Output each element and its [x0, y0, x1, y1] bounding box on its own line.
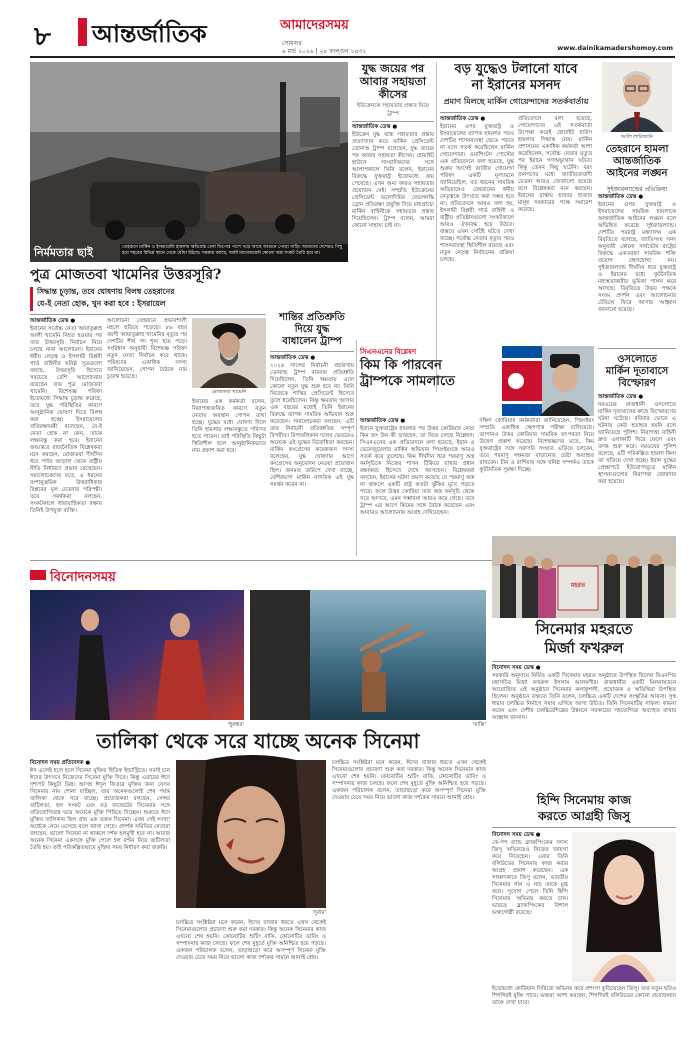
photo-label: নির্মমতার ছাই	[34, 246, 93, 259]
headline: পুত্র মোজতবা খামেনির উত্তরসূরি?	[30, 267, 222, 283]
body: ২০২৪ সালের নির্বাচনী প্রচারণায় ডোনাল্ড ট্রাম্প বারবার প্রতিশ্রুতি দিয়েছিলেন, তিনি ক্ষমতায় এলে কোনো নতুন যুদ্ধ শুরু হবে না। তিনি নিজেকে শান্তির প্রেসিডেন্ট হিসেবে তুলে ধরেছিলেন। কিন্তু ক্ষমতায় আসার এক বছরের মধ্যেই তিনি ইরানের বিরুদ্ধে ব্যাপক সামরিক অভিযান শুরু করেছেন। সমালোচকরা বলছেন, এটি তার নির্বাচনী প্রতিশ্রুতির সম্পূর্ণ বিপরীত। রিপাবলিকান দলের ভেতরেও অনেকে এই যুদ্ধের বিরোধিতা করছেন। মার্কিন কংগ্রেসের কয়েকজন সদস্য বলেছেন, যুদ্ধ ঘোষণার আগে কংগ্রেসের অনুমোদন নেওয়া প্রয়োজন ছিল। জনমত জরিপে দেখা যাচ্ছে, বেশিরভাগ মার্কিন নাগরিক এই যুদ্ধ সমর্থন করেন না।	[270, 363, 354, 488]
body: ইরানের ওপর যুক্তরাষ্ট্র ও ইসরায়েলের ব্যাপক হামলার পরও দেশটির শাসনব্যবস্থা ভেঙে পড়বে না বলে সতর্ক করেছিলেন মার্কিন গোয়েন্দারা। ওয়াশিংটন পোস্টের এক প্রতিবেদনে বলা হয়েছে, যুদ্ধ শুরুর আগেই জাতীয় গোয়েন্দা পরিষদ একটি মূল্যায়নে জানিয়েছিল, বড় ধরনের সামরিক অভিযানেও তেহরানের ধর্মীয় নেতৃত্বকে উৎখাত করা সম্ভব হবে না। প্রতিবেদনে আরও বলা হয়, ইসলামী বিপ্লবী গার্ড বাহিনী ও রাষ্ট্রীয় প্রতিষ্ঠানগুলো সংকটকালে আরও ঐক্যবদ্ধ হয়ে উঠবে। বাস্তবে এখন সেটিই ঘটতে দেখা যাচ্ছে। সর্বোচ্চ নেতার মৃত্যুর পরও শাসনব্যবস্থা স্থিতিশীল রয়েছে এবং নতুন নেতৃত্ব নির্বাচনের প্রক্রিয়া চলছে।	[440, 124, 514, 263]
byline: আন্তর্জাতিক ডেস্ক ●	[360, 418, 406, 424]
issue-day: সোমবার	[282, 40, 302, 47]
beach-film-image	[250, 590, 486, 720]
burned-cars-image	[30, 62, 348, 262]
byline: আন্তর্জাতিক ডেস্ক ●	[598, 194, 644, 200]
page-header	[30, 14, 675, 54]
issue-date: ৯ মার্চ ২০২৬ | ২৪ ফাল্গুন ১৪৩২	[282, 48, 367, 55]
body: ইরানে যুক্তরাষ্ট্রের হামলার পর উত্তর কোরিয়ার নেতা কিম জং উন কী ভাবছেন, তা নিয়ে চলছে বিশ্লেষণ। সিএনএনের এক প্রতিবেদনে বলা হয়েছে, ইরান ও ভেনেজুয়েলায় মার্কিন অভিযান পিয়ংইয়ংকে আরও সতর্ক করে তুলেছে। কিম দীর্ঘদিন ধরে পরমাণু অস্ত্র কর্মসূচিকে নিজের শাসন টিকিয়ে রাখার প্রধান রক্ষাকবচ হিসেবে দেখে আসছেন। বিশ্লেষকরা বলছেন, ইরানের ঘটনা প্রমাণ করেছে যে পরমাণু অস্ত্র না থাকলে একটি রাষ্ট্র কতটা ঝুঁকির মুখে পড়তে পারে। ফলে উত্তর কোরিয়া তার অস্ত্র কর্মসূচি থেকে সরে আসবে, এমন সম্ভাবনা আরও কমে গেছে। তবে ট্রাম্প এর আগে কিমের সঙ্গে বৈঠক করেছেন এবং আবারও আলোচনায় আগ্রহ দেখিয়েছেন।	[360, 426, 475, 516]
headline: শান্তির প্রতিশ্রুতি দিয়ে যুদ্ধ বাধালেন ট্রাম্প	[279, 312, 345, 347]
article-mojtaba	[30, 266, 266, 556]
body: ইরানের ওপর যুক্তরাষ্ট্র ও ইসরায়েলের সামরিক হামলাকে আন্তর্জাতিক আইনের লঙ্ঘন বলে অভিহিত করেছে সুইজারল্যান্ড। দেশটির পররাষ্ট্র মন্ত্রণালয় এক বিবৃতিতে বলেছে, জাতিসংঘ সনদ অনুযায়ী কোনো সার্বভৌম রাষ্ট্রের বিরুদ্ধে একতরফা সামরিক শক্তি প্রয়োগ গ্রহণযোগ্য নয়। সুইজারল্যান্ড দীর্ঘদিন ধরে যুক্তরাষ্ট্র ও ইরানের মধ্যে কূটনৈতিক মধ্যস্থতাকারীর ভূমিকা পালন করে আসছে। বিবৃতিতে উভয় পক্ষকে সংযম প্রদর্শন এবং আলোচনার টেবিলে ফিরে আসার আহ্বান জানানো হয়েছে।	[598, 202, 676, 313]
kim-photo	[502, 346, 594, 416]
person-image	[192, 318, 266, 388]
byline: আন্তর্জাতিক ডেস্ক ●	[440, 116, 486, 122]
page-number: ৮	[34, 22, 51, 52]
binodon-headline: তালিকা থেকে সরে যাচ্ছে অনেক সিনেমা	[96, 729, 420, 753]
photo-caption: 'ধুরন্ধর'	[227, 722, 244, 728]
mirza-photo	[492, 536, 676, 618]
byline: আন্তর্জাতিক ডেস্ক ●	[270, 355, 316, 361]
subhead: ইউক্রেনকে সহায়তার প্রস্তাব নিয়ে ট্রাম্প	[357, 103, 429, 117]
photo-caption: তেহরানে মার্কিন ও ইসরায়েলি হামলায় ক্ষতিগ্রস্ত তেল ডিপোর পাশে পড়ে আছে আগুনে পোড়া গাড়ি। আমাদের দেশেরও পিছু হয়ে শহরের বিভিন্ন স্থানে থেকে ধোঁয়া উঠছে। সরকার বলছে, আর্মি ম্যানেজমেন্ট কোনো অস্ত্র সংকট তৈরি হবে না।	[120, 244, 348, 262]
headline: যুদ্ধ জয়ের পর আবার সহায়তা কীসের	[359, 62, 427, 101]
oslo-body: নরওয়ের রাজধানী ওসলোতে মার্কিন দূতাবাসের কাছে বিস্ফোরণের ঘটনা ঘটেছে। রবিবার ভোরে এ ঘটনায় কেউ হতাহত হয়নি বলে জানিয়েছে পুলিশ। নিরাপত্তা বাহিনী দ্রুত এলাকাটি ঘিরে ফেলে এবং তদন্ত শুরু করে। নরওয়ের পুলিশ বলেছে, এটি পরিকল্পিত হামলা কিনা তা খতিয়ে দেখা হচ্ছে। ইরান যুদ্ধের প্রেক্ষাপটে ইউরোপজুড়ে মার্কিন স্থাপনাগুলোর নিরাপত্তা জোরদার করা হয়েছে।	[598, 402, 676, 485]
kicker: সিএনএনের বিশ্লেষণ	[360, 348, 417, 356]
photo-caption: মোজতবা খামেনি	[211, 389, 247, 395]
article-trump-peace	[270, 312, 354, 556]
section-bar	[78, 18, 87, 46]
larijani-photo	[602, 62, 672, 132]
body: ঈদ এলেই হলে হলে সিনেমা মুক্তির হিড়িক ইন্ডাস্ট্রিতে। সবাই চান ঈদের উৎসবে নিজেদের সিনেমা মুক্তি দিতে। কিন্তু এবারের ঈদে দৃশ্যপট কিছুটা ভিন্ন। আসন্ন ঈদুল ফিতরে মুক্তির জন্য যেসব সিনেমার নাম শোনা যাচ্ছিল, তার অনেকগুলোই শেষ পর্যন্ত তালিকা থেকে সরে যাচ্ছে। প্রযোজকরা বলছেন, সেন্সর জটিলতা, হল সংকট এবং বড় বাজেটের সিনেমার সঙ্গে প্রতিযোগিতার ভয়ে অনেকে মুক্তি পিছিয়ে দিচ্ছেন। শুরুতে ঈদে মুক্তির তালিকায় ছিল প্রায় এক ডজন সিনেমা। এখন সেই সংখ্যা অর্ধেকে নেমে এসেছে বলে জানা গেছে। প্রদর্শক সমিতির নেতারা বলছেন, ভালো সিনেমা না থাকলে দর্শক হলমুখী হবে না। আবার অনেক সিনেমা একসঙ্গে মুক্তি পেলে হল বণ্টন নিয়ে জটিলতা তৈরি হয়। তাই পরিকল্পিতভাবে মুক্তির সময় নির্ধারণ করা জরুরি।	[30, 768, 170, 851]
mojtaba-photo	[192, 318, 266, 388]
byline: বিনোদন সময় ডেস্ক ●	[492, 665, 541, 671]
binodon-photo-1	[30, 590, 244, 728]
body-2: ইতোমধ্যে কোরিয়ান সিরিজে অভিনয় করে প্রশংসা কুড়িয়েছেন জিসু। তার নতুন ছবিও শিগগিরই মুক্তি পাবে। ভক্তরা আশা করছেন, শিগগিরই বলিউডের কোনো প্রযোজনায় তাকে দেখা যাবে।	[492, 986, 676, 1006]
body: ইরানের সর্বোচ্চ নেতা আয়াতুল্লাহ আলী খামেনি নিহত হওয়ার পর তার উত্তরসূরি নির্বাচন নিয়ে চলছে নানা আলোচনা। ইরানের ধর্মীয় নেতৃত্ব ও ইসলামী বিপ্লবী গার্ড বাহিনীর ঘনিষ্ঠ সূত্রগুলো বলছে, উত্তরসূরি হিসেবে সবচেয়ে বেশি আলোচনায় রয়েছেন তার পুত্র মোজতবা খামেনি। বিশেষজ্ঞ পরিষদ ইতোমধ্যে সিদ্ধান্ত চূড়ান্ত করেছে, তবে যুদ্ধ পরিস্থিতির কারণে আনুষ্ঠানিক ঘোষণা দিতে বিলম্ব করা হচ্ছে। ইসরায়েলের প্রতিরক্ষামন্ত্রী বলেছেন, যে-ই নেতা হোক না কেন, তাকে লক্ষ্যবস্তু করা হবে। ইরানের অভ্যন্তরে রাজনৈতিক বিশ্লেষকরা মনে করছেন, মোজতবা দীর্ঘদিন ধরে পর্দার আড়াল থেকে রাষ্ট্রীয় নীতি নির্ধারণে প্রভাব রেখেছেন। সমালোচকদের মতে, এ ধরনের বংশানুক্রমিক উত্তরাধিকার বিপ্লবের মূল চেতনার পরিপন্থী। তবে সমর্থকরা বলছেন, সংকটকালে ধারাবাহিকতা রক্ষায় তিনিই উপযুক্ত ব্যক্তি।	[30, 326, 102, 514]
person-name: আলি লারিজানি	[620, 134, 654, 140]
subhead: সুইজারল্যান্ডের প্রতিক্রিয়া	[606, 186, 668, 193]
article-mirza	[492, 620, 676, 790]
headline: তেহরানে হামলা আন্তর্জাতিক আইনের লঙ্ঘন	[605, 144, 669, 179]
headline: হিন্দি সিনেমায় কাজ করতে আগ্রহী জিসু	[536, 793, 632, 823]
binodon-banner	[30, 566, 486, 588]
section-title: আন্তর্জাতিক	[92, 19, 207, 48]
website: www.dainikamadershomoy.com	[557, 44, 673, 52]
binodon-article	[30, 760, 486, 1045]
subhead: প্রমাণ মিলছে মার্কিন গোয়েন্দাদের সতর্কবার্তায়	[443, 97, 589, 106]
photo-caption: 'দুর্বার'	[312, 910, 326, 916]
binodon-title: বিনোদনসময়	[50, 570, 116, 585]
body-continued: চলচ্চিত্র সংশ্লিষ্টরা মনে করেন, ঈদের বাজার ধরতে এখন থেকেই সিনেমাগুলোর প্রচারণা শুরু করা দরকার। কিন্তু অনেক সিনেমার কাজ এখনো শেষ হয়নি। কোনোটির শুটিং বাকি, কোনোটির ডাবিং ও সম্পাদনার কাজ চলছে। ফলে শেষ মুহূর্তে মুক্তি অনিশ্চিত হয়ে পড়ছে। একজন পরিচালক বলেন, তাড়াহুড়ো করে অসম্পূর্ণ সিনেমা মুক্তি দেওয়ার চেয়ে সময় নিয়ে ভালো কাজ দর্শকের সামনে আনাই শ্রেয়।	[332, 760, 486, 801]
newspaper-logo	[280, 16, 390, 36]
byline: বিনোদন সময় ডেস্ক ●	[492, 832, 541, 838]
logo-text: আমাদেরসময়	[280, 18, 349, 33]
person-image	[572, 832, 676, 982]
binodon-photo-3	[176, 760, 326, 916]
oslo-headline: ওসলোতে মার্কিন দূতাবাসে বিস্ফোরণ	[605, 354, 669, 389]
event-image	[492, 536, 676, 618]
byline: আন্তর্জাতিক ডেস্ক ●	[352, 124, 398, 130]
article-larijani	[598, 62, 676, 552]
body-2: দক্ষিণ কোরিয়ার কর্মকর্তারা জানিয়েছেন, পিয়ংইয়ং সম্প্রতি একাধিক ক্ষেপণাস্ত্র পরীক্ষা চালিয়েছে। জাপানও উত্তর কোরিয়ার সামরিক তৎপরতা নিয়ে উদ্বেগ প্রকাশ করেছে। বিশেষজ্ঞদের মতে, কিম যুক্তরাষ্ট্রের সঙ্গে সরাসরি সংঘাত এড়িয়ে চলবেন, তবে পরমাণু সক্ষমতা বাড়ানোর চেষ্টা অব্যাহত রাখবেন। চীন ও রাশিয়ার সঙ্গে ঘনিষ্ঠ সম্পর্কও তাকে কূটনৈতিক সুরক্ষা দিচ্ছে।	[479, 418, 594, 473]
jisu-photo	[572, 832, 676, 982]
subhead-1: সিদ্ধান্ত চূড়ান্ত, তবে ঘোষণায় বিলম্ব তেহরানের	[37, 287, 175, 296]
headline: সিনেমার মহরতে মির্জা ফখরুল	[535, 620, 633, 657]
byline: বিনোদন সময় প্রতিবেদক ●	[30, 760, 91, 766]
person-image	[602, 62, 672, 132]
article-kim	[360, 346, 594, 558]
actress-image	[176, 760, 326, 908]
body: কে-পপ ব্যান্ড ব্ল্যাকপিংকের সদস্য জিসু অভিনয়েও নিজের জায়গা করে নিয়েছেন। এবার তিনি বলিউডের সিনেমায় কাজ করার আগ্রহ প্রকাশ করেছেন। এক সাক্ষাৎকারে জিসু বলেন, ভারতীয় সিনেমার গান ও নাচ তাকে মুগ্ধ করে। সুযোগ পেলে তিনি হিন্দি সিনেমায় অভিনয় করতে চান। ভারতে ব্ল্যাকপিংকের বিশাল ভক্তগোষ্ঠী রয়েছে।	[492, 840, 568, 916]
article-war	[352, 62, 434, 332]
photo-caption: 'মাস্তি'	[472, 722, 486, 728]
subhead-2: যে-ই নেতা হোক, খুন করা হবে : ইসরায়েল	[37, 299, 166, 308]
oslo-byline: আন্তর্জাতিক ডেস্ক ●	[598, 394, 644, 400]
article-jisu	[492, 792, 676, 1047]
banner-text: মহরত	[570, 582, 586, 589]
body: ইউক্রেন যুদ্ধ বন্ধে সহায়তার প্রস্তাব প্রত্যাখ্যান করে মার্কিন প্রেসিডেন্ট ডোনাল্ড ট্রাম্প বলেছেন, যুদ্ধ জয়ের পর আবার সহায়তা কীসের। হোয়াইট হাউসে সাংবাদিকদের সঙ্গে আলাপকালে তিনি বলেন, ইরানের বিরুদ্ধে যুক্তরাষ্ট্র ইতোমধ্যে জয় পেয়েছে। এখন অন্য কারও সহায়তার প্রয়োজন নেই। সম্প্রতি ইউক্রেনের প্রেসিডেন্ট ভলোদিমির জেলেনস্কি ড্রোন প্রতিরক্ষা প্রযুক্তি দিয়ে মধ্যপ্রাচ্যে মার্কিন বাহিনীকে সহায়তার প্রস্তাব দিয়েছিলেন। ট্রাম্প বলেন, আমরা কোনো সাহায্য চাই না।	[352, 132, 434, 229]
headline: কিম কি পারবেন ট্রাম্পকে সামলাতে	[360, 358, 455, 389]
film-still-image	[30, 590, 244, 720]
body-2: চলচ্চিত্র সংশ্লিষ্টরা মনে করেন, ঈদের বাজার ধরতে এখন থেকেই সিনেমাগুলোর প্রচারণা শুরু করা দরকার। কিন্তু অনেক সিনেমার কাজ এখনো শেষ হয়নি। কোনোটির শুটিং বাকি, কোনোটির ডাবিং ও সম্পাদনার কাজ চলছে। ফলে শেষ মুহূর্তে মুক্তি অনিশ্চিত হয়ে পড়ছে। একজন পরিচালক বলেন, তাড়াহুড়ো করে অসম্পূর্ণ সিনেমা মুক্তি দেওয়ার চেয়ে সময় নিয়ে ভালো কাজ দর্শকের সামনে আনাই শ্রেয়।	[176, 920, 326, 961]
header-rule	[30, 56, 675, 58]
body: সরকারি অনুদানে নির্মিত একটি সিনেমার মহরত অনুষ্ঠানে উপস্থিত ছিলেন বিএনপির মহাসচিব মির্জা ফখরুল ইসলাম আলমগীর। রাজধানীর একটি মিলনায়তনে আয়োজিত এই অনুষ্ঠানে সিনেমার কলাকুশলী, প্রযোজক ও অতিথিরা উপস্থিত ছিলেন। অনুষ্ঠানে বক্তব্যে তিনি বলেন, চলচ্চিত্র একটি দেশের সংস্কৃতির আয়না। সুস্থ ধারার চলচ্চিত্র নির্মাণে সবার এগিয়ে আসা উচিত। তিনি সিনেমাটির সাফল্য কামনা করেন এবং দেশীয় চলচ্চিত্রশিল্পের উন্নয়নে সরকারের সহযোগিতা অব্যাহত রাখার আহ্বান জানান।	[492, 673, 676, 721]
body-2: প্রতিবেদনে বলা হয়েছে, গোয়েন্দাদের এই সতর্কবার্তা উপেক্ষা করেই হোয়াইট হাউস হামলার সিদ্ধান্ত নেয়। মার্কিন প্রশাসনের একাধিক কর্মকর্তা আশা করেছিলেন, সর্বোচ্চ নেতার মৃত্যুর পর ইরানে গণঅভ্যুত্থান ঘটবে। কিন্তু তেমন কিছু ঘটেনি। বরং জনগণের মধ্যে জাতীয়তাবাদী চেতনা আরও জোরালো হয়েছে বলে বিশ্লেষকরা মনে করছেন। ইরানের রাস্তায় হাজার হাজার মানুষ সরকারের পক্ষে সমাবেশ করেছে।	[518, 116, 592, 213]
byline: আন্তর্জাতিক ডেস্ক ●	[30, 318, 76, 324]
subhead-box	[30, 287, 266, 311]
kim-flag-image	[502, 346, 594, 416]
article-longwar	[440, 62, 592, 342]
top-photo	[30, 62, 348, 262]
binodon-photo-2	[250, 590, 486, 728]
body-3: ইরানের এক কর্মকর্তা বলেন, নিরাপত্তাজনিত কারণে নতুন নেতার অবস্থান গোপন রাখা হচ্ছে। যুদ্ধের মধ্যে ঘোষণা দিলে তিনি হামলার লক্ষ্যবস্তুতে পরিণত হতে পারেন। তাই পরিস্থিতি কিছুটা স্থিতিশীল হলে আনুষ্ঠানিকভাবে নাম প্রকাশ করা হবে।	[192, 399, 266, 454]
headline: বড় যুদ্ধেও টলানো যাবে না ইরানের মসনদ	[454, 62, 578, 93]
body-2: আলোচনা তেহরানে প্রভাবশালী মহলে ছড়িয়ে পড়েছে। ৮৬ বছর বয়সী আয়াতুল্লাহ খামেনির মৃত্যুর পর দেশটির শীর্ষ পদ শূন্য হয়ে পড়ে। সংবিধান অনুযায়ী বিশেষজ্ঞ পরিষদ নতুন নেতা নির্বাচন করে থাকে। পরিষদের একাধিক সদস্য জানিয়েছেন, গোপন বৈঠকে নাম চূড়ান্ত হয়েছে।	[107, 318, 187, 380]
